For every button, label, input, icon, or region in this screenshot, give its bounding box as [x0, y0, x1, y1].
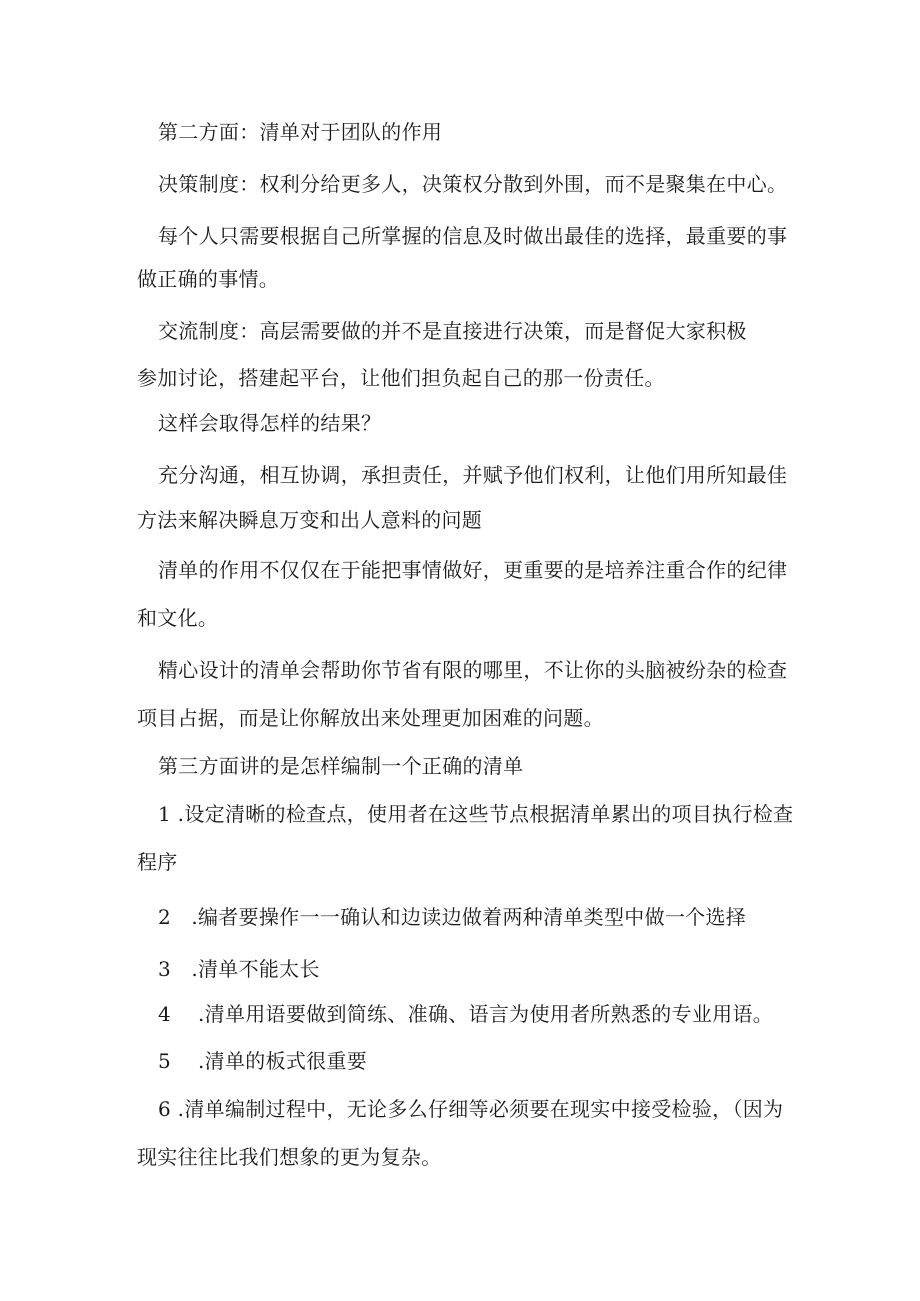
section-heading-three: 第三方面讲的是怎样编制一个正确的清单 — [158, 754, 524, 778]
paragraph-line: 清单的作用不仅仅在于能把事情做好，更重要的是培养注重合作的纪律 — [158, 558, 788, 582]
paragraph-line: 每个人只需要根据自己所掌握的信息及时做出最佳的选择，最重要的事 — [158, 224, 788, 248]
paragraph-line: 精心设计的清单会帮助你节省有限的哪里，不让你的头脑被纷杂的检查 — [158, 658, 788, 682]
paragraph-line: 方法来解决瞬息万变和出人意料的问题 — [137, 508, 483, 532]
list-item-continuation: 程序 — [137, 850, 178, 874]
paragraph-line: 和文化。 — [137, 606, 219, 630]
paragraph-line: 参加讨论，搭建起平台，让他们担负起自己的那一份责任。 — [137, 366, 665, 390]
list-item-continuation: 现实往往比我们想象的更为复杂。 — [137, 1145, 442, 1169]
paragraph-line: 做正确的事情。 — [137, 267, 280, 291]
section-heading-two: 第二方面：清单对于团队的作用 — [158, 120, 443, 144]
paragraph-line: 充分沟通，相互协调，承担责任，并赋予他们权利，让他们用所知最佳 — [158, 463, 788, 487]
list-item: 5 .清单的板式很重要 — [158, 1049, 368, 1073]
paragraph-line: 决策制度：权利分给更多人，决策权分散到外围，而不是聚集在中心。 — [158, 172, 788, 196]
list-item: 3 .清单不能太长 — [158, 957, 320, 981]
list-item: 4 .清单用语要做到简练、准确、语言为使用者所熟悉的专业用语。 — [158, 1002, 774, 1026]
list-item: 6 .清单编制过程中，无论多么仔细等必须要在现实中接受检验，（因为 — [158, 1097, 784, 1121]
paragraph-line: 交流制度：高层需要做的并不是直接进行决策，而是督促大家积极 — [158, 319, 747, 343]
paragraph-line: 这样会取得怎样的结果？ — [158, 411, 382, 435]
list-item: 1 .设定清晰的检查点，使用者在这些节点根据清单累出的项目执行检查 — [158, 802, 794, 826]
list-item: 2 .编者要操作一一确认和边读边做着两种清单类型中做一个选择 — [158, 905, 747, 929]
paragraph-line: 项目占据，而是让你解放出来处理更加困难的问题。 — [137, 706, 604, 730]
